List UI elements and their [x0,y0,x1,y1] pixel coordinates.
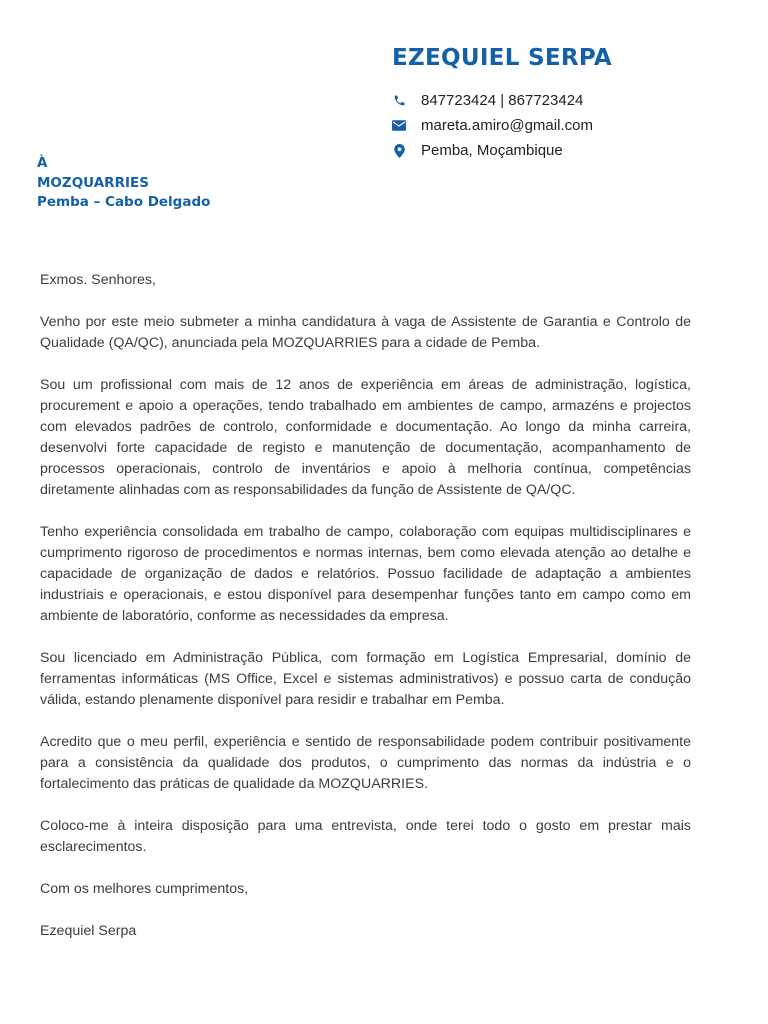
email-address: mareta.amiro@gmail.com [421,117,593,134]
closing: Com os melhores cumprimentos, [40,881,249,897]
contact-phone [392,88,612,113]
recipient-block [37,154,210,213]
recipient-prefix: À [37,155,48,171]
paragraph-education: Sou licenciado em Administração Pública, com formação em Logística Empresarial, domínio de ferramentas informáticas (MS Office, Excel e sistemas administrativos) e possuo carta de condução válida, estando plenamente disponível para residir e trabalhar em Pemba. [40,650,691,708]
paragraph-experience: Sou um profissional com mais de 12 anos de experiência em áreas de administração, logística, procurement e apoio a operações, tendo trabalhado em ambientes de campo, armazéns e projectos com elevados padrões de controlo, conformidade e documentação. Ao longo da minha carreira, desenvolvi forte capacidade de registo e manutenção de documentação, acompanhamento de processos operacionais, controlo de inventários e apoio à melhoria contínua, competências diretamente alinhadas com as responsabilidades da função de Assistente de QA/QC. [40,377,691,498]
envelope-icon [392,119,406,133]
contact-email [392,113,612,138]
paragraph-availability: Coloco-me à inteira disposição para uma entrevista, onde terei todo o gosto em prestar mais esclarecimentos. [40,818,691,855]
signature: Ezequiel Serpa [40,923,137,939]
sender-header [392,42,612,163]
letter-body [40,270,691,963]
salutation: Exmos. Senhores, [40,272,156,288]
phone-icon [392,94,406,108]
paragraph-fieldwork: Tenho experiência consolidada em trabalho de campo, colaboração com equipas multidisciplinares e cumprimento rigoroso de procedimentos e normas internas, bem como elevada atenção ao detalhe e capacidade de organização de dados e relatórios. Possuo facilidade de adaptação a ambientes industriais e operacionais, e estou disponível para desempenhar funções tanto em campo como em ambiente de laboratório, conforme as necessidades da empresa. [40,524,691,624]
location-text: Pemba, Moçambique [421,142,563,159]
recipient-address: Pemba – Cabo Delgado [37,194,211,210]
paragraph-intro: Venho por este meio submeter a minha candidatura à vaga de Assistente de Garantia e Controlo de Qualidade (QA/QC), anunciada pela MOZQUARRIES para a cidade de Pemba. [40,314,691,351]
recipient-company: MOZQUARRIES [37,174,149,191]
phone-numbers: 847723424 | 867723424 [421,92,584,109]
contact-location [392,138,612,163]
paragraph-profile: Acredito que o meu perfil, experiência e sentido de responsabilidade podem contribuir positivamente para a consistência da qualidade dos produtos, o cumprimento das normas da indústria e o fortalecimento das práticas de qualidade da MOZQUARRIES. [40,734,691,792]
sender-name: EZEQUIEL SERPA [392,45,612,71]
map-pin-icon [392,144,406,158]
